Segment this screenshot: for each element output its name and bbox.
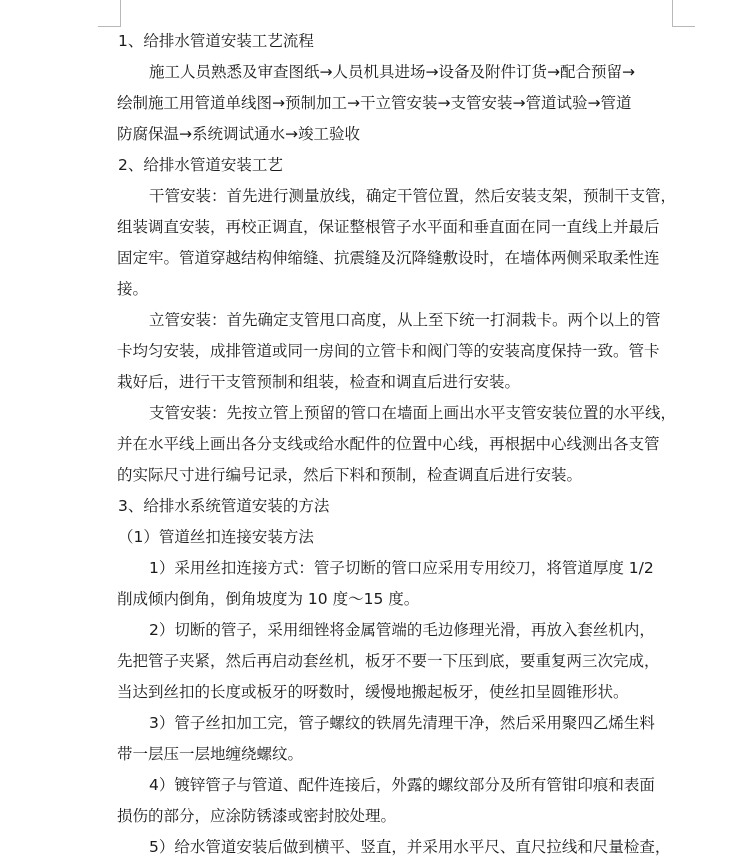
list-item-line: 带一层压一层地缠绕螺纹。 (117, 745, 304, 763)
crop-mark-top-left (98, 0, 121, 27)
paragraph-line: 接。 (117, 280, 149, 298)
paragraph-line: 组装调直安装，再校正调直，保证整根管子水平面和垂直面在同一直线上并最后 (117, 218, 660, 236)
paragraph-line: 立管安装：首先确定支管甩口高度，从上至下统一打洞栽卡。两个以上的管 (149, 311, 661, 329)
section-heading-3: 3、给排水系统管道安装的方法 (118, 497, 330, 515)
list-item-line: 3）管子丝扣加工完，管子螺纹的铁屑先清理干净，然后采用聚四乙烯生料 (149, 714, 655, 732)
paragraph-line: 的实际尺寸进行编号记录，然后下料和预制，检查调直后进行安装。 (117, 466, 583, 484)
document-body (116, 26, 676, 863)
list-item-line: 2）切断的管子，采用细锉将金属管端的毛边修理光滑，再放入套丝机内， (149, 621, 655, 639)
paragraph-line: 卡均匀安装，成排管道或同一房间的立管卡和阀门等的安装高度保持一致。管卡 (117, 342, 660, 360)
crop-mark-top-right (672, 0, 695, 27)
paragraph-line: 栽好后，进行干支管预制和组装，检查和调直后进行安装。 (117, 373, 521, 391)
paragraph-line: 支管安装：先按立管上预留的管口在墙面上画出水平支管安装位置的水平线， (149, 404, 677, 422)
list-item-line: 5）给水管道安装后做到横平、竖直，并采用水平尺、直尺拉线和尺量检查， (149, 838, 671, 856)
paragraph-line: 并在水平线上画出各分支线或给水配件的位置中心线，再根据中心线测出各支管 (117, 435, 660, 453)
list-item-line: 当达到丝扣的长度或板牙的呀数时，缓慢地搬起板牙，使丝扣呈圆锥形状。 (117, 683, 629, 701)
subsection-heading: （1）管道丝扣连接安装方法 (118, 528, 314, 546)
list-item-line: 削成倾内倒角，倒角坡度为 10 度～15 度。 (117, 590, 420, 608)
list-item-line: 损伤的部分，应涂防锈漆或密封胶处理。 (117, 807, 397, 825)
paragraph-line: 固定牢。管道穿越结构伸缩缝、抗震缝及沉降缝敷设时，在墙体两侧采取柔性连 (117, 249, 660, 267)
list-item-line: 先把管子夹紧，然后再启动套丝机，板牙不要一下压到底，要重复两三次完成， (117, 652, 660, 670)
paragraph-line: 防腐保温→系统调试通水→竣工验收 (117, 125, 360, 143)
list-item-line: 1）采用丝扣连接方式：管子切断的管口应采用专用绞刀，将管道厚度 1/2 (149, 559, 654, 577)
paragraph-line: 干管安装：首先进行测量放线，确定干管位置，然后安装支架，预制干支管， (149, 187, 677, 205)
section-heading-2: 2、给排水管道安装工艺 (118, 156, 283, 174)
paragraph-line: 施工人员熟悉及审查图纸→人员机具进场→设备及附件订货→配合预留→ (149, 63, 635, 81)
paragraph-line: 绘制施工用管道单线图→预制加工→干立管安装→支管安装→管道试验→管道 (117, 94, 632, 112)
list-item-line: 4）镀锌管子与管道、配件连接后，外露的螺纹部分及所有管钳印痕和表面 (149, 776, 655, 794)
section-heading-1: 1、给排水管道安装工艺流程 (118, 32, 314, 50)
